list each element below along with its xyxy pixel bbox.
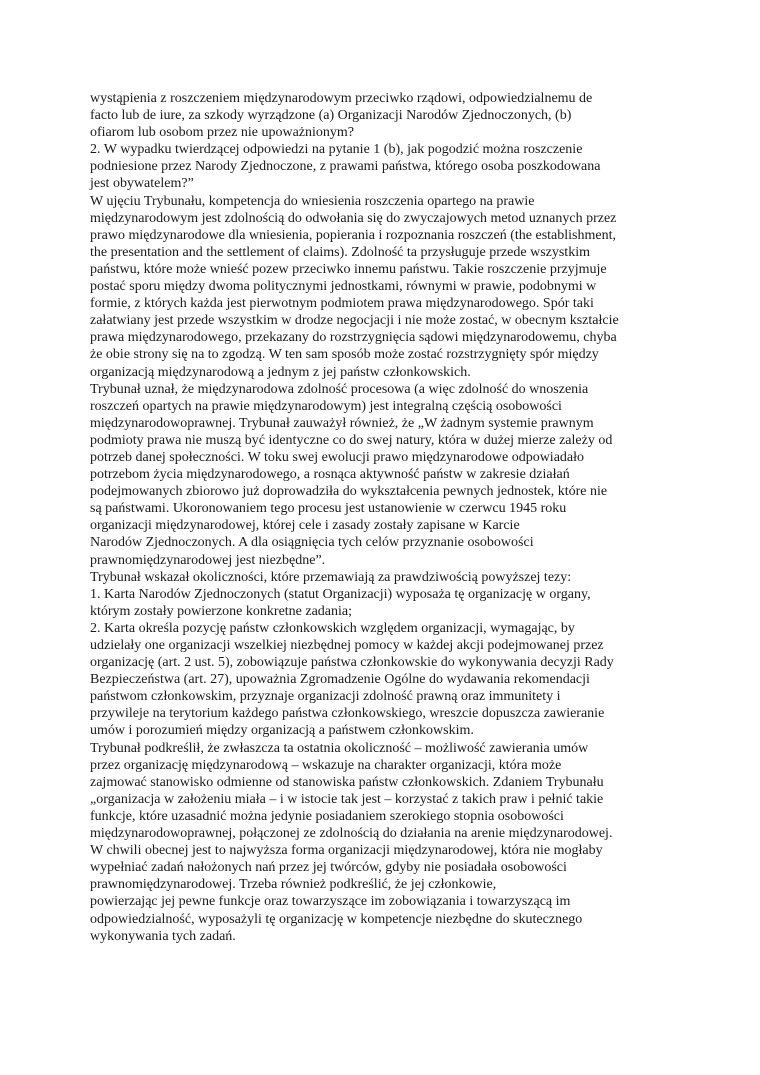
text-line: W chwili obecnej jest to najwyższa forma organizacji międzynarodowej, która nie mogłaby — [90, 843, 603, 859]
text-line: odpowiedzialność, wyposażyli tę organizację w kompetencje niezbędne do skutecznego — [90, 911, 583, 927]
text-line: międzynarodowym jest zdolnością do odwołania się do zwyczajowych metod uznanych przez — [90, 210, 617, 226]
text-line: prawa międzynarodowego, przekazany do rozstrzygnięcia sądowi międzynarodowemu, chyba — [90, 330, 617, 346]
text-line: umów i porozumień między organizacją a państwem członkowskim. — [90, 723, 474, 739]
text-line: przywileje na terytorium każdego państwa członkowskiego, wreszcie dopuszcza zawieranie — [90, 706, 605, 722]
text-line: załatwiany jest przede wszystkim w drodze negocjacji i nie może zostać, w obecnym kształcie — [90, 313, 619, 329]
text-line: roszczeń opartych na prawie międzynarodowym) jest integralną częścią osobowości — [90, 398, 562, 414]
text-line: W ujęciu Trybunału, kompetencja do wniesienia roszczenia opartego na prawie — [90, 193, 535, 209]
text-line: udzielały one organizacji wszelkiej niezbędnej pomocy w każdej akcji podejmowanej przez — [90, 638, 604, 653]
text-line: Trybunał podkreślił, że zwłaszcza ta ostatnia okoliczność – możliwość zawierania umów — [90, 740, 589, 756]
text-line: „organizacja w założeniu miała – i w istocie tak jest – korzystać z takich praw i pełnić takie — [90, 791, 604, 807]
text-line: państwom członkowskim, przyznaje organizacji zdolność prawną oraz immunitety i — [90, 689, 561, 705]
text-line: są państwami. Ukoronowaniem tego procesu jest ustanowienie w czerwcu 1945 roku — [90, 501, 567, 517]
text-line: prawo międzynarodowe dla wniesienia, popierania i rozpoznania roszczeń (the establishment, — [90, 227, 616, 243]
text-line: którym zostały powierzone konkretne zadania; — [90, 603, 353, 619]
text-line: potrzeb danej społeczności. W toku swej ewolucji prawo międzynarodowe odpowiadało — [90, 449, 585, 465]
text-line: organizacji międzynarodowej, której cele i zasady zostały zapisane w Karcie — [90, 518, 520, 534]
text-line: organizację (art. 2 ust. 5), zobowiązuje państwa członkowskie do wykonywania decyzji Rady — [90, 655, 614, 671]
text-line: Trybunał uznał, że międzynarodowa zdolność procesowa (a więc zdolność do wnoszenia — [90, 381, 589, 397]
text-line: funkcje, które uzasadnić można jedynie posiadaniem szerokiego stopnia osobowości — [90, 808, 564, 824]
text-line: podejmowanych zbiorowo już doprowadziła do wykształcenia pewnych jednostek, które nie — [90, 484, 608, 500]
text-line: facto lub de iure, za szkody wyrządzone (a) Organizacji Narodów Zjednoczonych, (b) — [90, 108, 572, 124]
text-line: wystąpienia z roszczeniem międzynarodowym przeciwko rządowi, odpowiedzialnemu de — [90, 91, 593, 106]
text-line: zajmować stanowisko odmienne od stanowiska państw członkowskich. Zdaniem Trybunału — [90, 774, 604, 790]
text-line: Trybunał wskazał okoliczności, które przemawiają za prawdziwością powyższej tezy: — [90, 569, 572, 585]
text-line: prawnomiędzynarodowej. Trzeba również podkreślić, że jej członkowie, — [90, 877, 497, 893]
text-line: wykonywania tych zadań. — [90, 928, 236, 944]
text-line: ofiarom lub osobom przez nie upoważnionym? — [90, 125, 354, 141]
text-line: Narodów Zjednoczonych. A dla osiągnięcia tych celów przyznanie osobowości — [90, 535, 534, 551]
text-line: the presentation and the settlement of claims). Zdolność ta przysługuje przede wszystkim — [90, 244, 590, 260]
text-line: prawnomiędzynarodowej jest niezbędne”. — [90, 552, 326, 568]
text-line: Bezpieczeństwa (art. 27), upoważnia Zgromadzenie Ogólne do wydawania rekomendacji — [90, 672, 590, 688]
text-line: podmioty prawa nie muszą być identyczne co do swej natury, która w dużej mierze zależy od — [90, 432, 613, 448]
text-line: 2. W wypadku twierdzącej odpowiedzi na pytanie 1 (b), jak pogodzić można roszczenie — [90, 142, 583, 158]
text-line: potrzebom życia międzynarodowego, a rosnąca aktywność państw w zakresie działań — [90, 467, 570, 483]
text-line: powierzając jej pewne funkcje oraz towarzyszące im zobowiązania i towarzyszącą im — [90, 894, 571, 910]
text-line: międzynarodowoprawnej. Trybunał zauważył również, że „W żadnym systemie prawnym — [90, 415, 594, 431]
text-line: 1. Karta Narodów Zjednoczonych (statut Organizacji) wyposaża tę organizację w organy, — [90, 586, 591, 602]
document-page — [90, 90, 680, 945]
text-line: państwu, które może wnieść pozew przeciwko innemu państwu. Takie roszczenie przyjmuje — [90, 261, 607, 277]
text-line: organizacją międzynarodową a jednym z jej państw członkowskich. — [90, 364, 471, 380]
text-line: że obie strony się na to zgodzą. W ten sam sposób może zostać rozstrzygnięty spór między — [90, 347, 599, 363]
text-line: międzynarodowoprawnej, połączonej ze zdolnością do działania na arenie międzynarodowej. — [90, 826, 613, 842]
text-line: postać sporu między dwoma politycznymi jednostkami, równymi w prawie, podobnymi w — [90, 279, 597, 295]
text-line: jest obywatelem?” — [90, 176, 194, 192]
text-line: 2. Karta określa pozycję państw członkowskich względem organizacji, wymagając, by — [90, 620, 575, 636]
text-line: formie, z których każda jest pierwotnym podmiotem prawa międzynarodowego. Spór taki — [90, 296, 594, 312]
text-line: przez organizację międzynarodową – wskazuje na charakter organizacji, która może — [90, 757, 562, 773]
text-line: wypełniać zadań nałożonych nań przez jej twórców, gdyby nie posiadała osobowości — [90, 860, 567, 876]
text-line: podniesione przez Narody Zjednoczone, z prawami państwa, którego osoba poszkodowana — [90, 159, 601, 175]
